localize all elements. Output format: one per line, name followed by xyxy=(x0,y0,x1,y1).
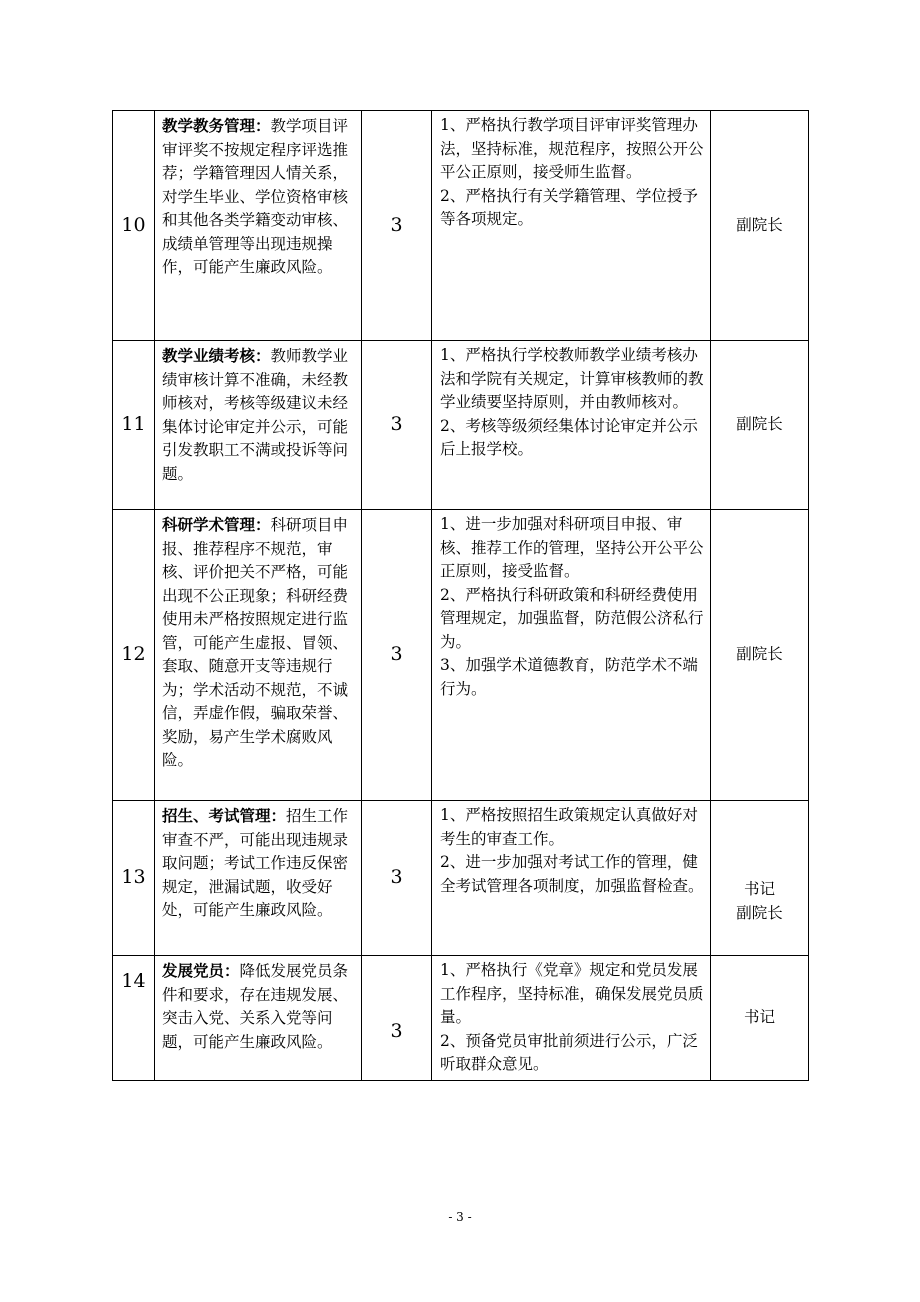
risk-level: 3 xyxy=(362,510,432,801)
responsible-person: 副院长 xyxy=(711,341,809,510)
responsible-person: 副院长 xyxy=(711,510,809,801)
risk-description xyxy=(155,341,362,510)
responsible-person: 书记 xyxy=(711,956,809,1081)
table-row xyxy=(113,956,809,1081)
table-row xyxy=(113,111,809,341)
risk-level: 3 xyxy=(362,956,432,1081)
row-number: 13 xyxy=(113,801,155,956)
measure-item: 2、严格执行科研政策和科研经费使用管理规定，加强监督，防范假公济私行为。 xyxy=(440,585,704,651)
measure-item: 1、严格按照招生政策规定认真做好对考生的审查工作。 xyxy=(440,806,698,848)
risk-text: 降低发展党员条件和要求，存在违规发展、突击入党、关系入党等问题，可能产生廉政风险。 xyxy=(162,962,349,1051)
prevention-measures xyxy=(432,801,711,956)
risk-description xyxy=(155,956,362,1081)
measure-item: 2、考核等级须经集体讨论审定并公示后上报学校。 xyxy=(440,416,698,458)
risk-level: 3 xyxy=(362,801,432,956)
risk-title: 发展党员： xyxy=(162,961,240,980)
table-row xyxy=(113,801,809,956)
risk-text: 招生工作审查不严，可能出现违规录取问题；考试工作违反保密规定，泄漏试题，收受好处，可能产生廉政风险。 xyxy=(162,807,349,919)
risk-title: 教学教务管理： xyxy=(162,116,271,135)
responsible-person: 副院长 xyxy=(711,111,809,341)
risk-table xyxy=(112,110,809,1081)
risk-text: 科研项目申报、推荐程序不规范，审核、评价把关不严格，可能出现不公正现象；科研经费使用未严格按照规定进行监管，可能产生虚报、冒领、套取、随意开支等违规行为；学术活动不规范，不诚信，弄虚作假，骗取荣誉、奖励，易产生学术腐败风险。 xyxy=(162,516,349,769)
measure-item: 3、加强学术道德教育，防范学术不端行为。 xyxy=(440,656,698,698)
risk-level: 3 xyxy=(362,111,432,341)
measure-item: 1、严格执行学校教师教学业绩考核办法和学院有关规定，计算审核教师的教学业绩要坚持原则，并由教师核对。 xyxy=(440,346,704,411)
risk-description xyxy=(155,510,362,801)
row-number: 10 xyxy=(113,111,155,341)
risk-text: 教学项目评审评奖不按规定程序评选推荐；学籍管理因人情关系，对学生毕业、学位资格审核和其他各类学籍变动审核、成绩单管理等出现违规操作，可能产生廉政风险。 xyxy=(162,117,349,276)
measure-item: 1、严格执行《党章》规定和党员发展工作程序，坚持标准，确保发展党员质量。 xyxy=(440,961,704,1026)
responsible-person: 书记 副院长 xyxy=(711,801,809,956)
risk-description xyxy=(155,111,362,341)
risk-title: 招生、考试管理： xyxy=(162,806,287,825)
table-row xyxy=(113,510,809,801)
prevention-measures xyxy=(432,111,711,341)
risk-level: 3 xyxy=(362,341,432,510)
page-number: - 3 - xyxy=(448,1210,472,1224)
row-number: 14 xyxy=(113,956,155,1081)
measure-item: 2、进一步加强对考试工作的管理，健全考试管理各项制度，加强监督检查。 xyxy=(440,853,704,895)
measure-item: 2、预备党员审批前须进行公示，广泛听取群众意见。 xyxy=(440,1031,698,1073)
measure-item: 2、严格执行有关学籍管理、学位授予等各项规定。 xyxy=(440,186,698,228)
row-number: 11 xyxy=(113,341,155,510)
prevention-measures xyxy=(432,510,711,801)
risk-description xyxy=(155,801,362,956)
measure-item: 1、进一步加强对科研项目申报、审核、推荐工作的管理，坚持公开公平公正原则，接受监督。 xyxy=(440,515,704,580)
table-row xyxy=(113,341,809,510)
risk-text: 教师教学业绩审核计算不准确，未经教师核对，考核等级建议未经集体讨论审定并公示，可能引发教职工不满或投诉等问题。 xyxy=(162,347,349,483)
prevention-measures xyxy=(432,341,711,510)
risk-title: 教学业绩考核： xyxy=(162,346,271,365)
measure-item: 1、严格执行教学项目评审评奖管理办法，坚持标准，规范程序，按照公开公平公正原则，接受师生监督。 xyxy=(440,116,704,181)
prevention-measures xyxy=(432,956,711,1081)
risk-title: 科研学术管理： xyxy=(162,515,271,534)
row-number: 12 xyxy=(113,510,155,801)
